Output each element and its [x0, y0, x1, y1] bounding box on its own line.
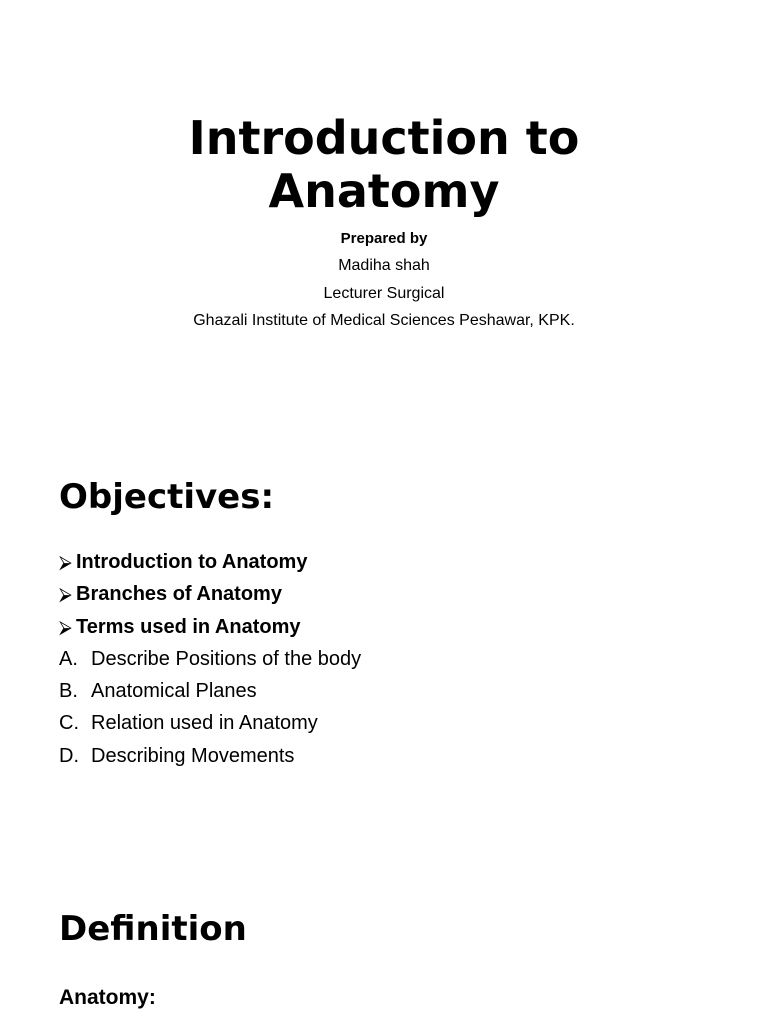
list-item-text: Terms used in Anatomy — [76, 615, 301, 638]
list-item-text: Branches of Anatomy — [76, 583, 282, 606]
list-letter-marker: B. — [59, 680, 78, 703]
list-item — [59, 675, 361, 707]
institution-name: Ghazali Institute of Medical Sciences Peshawar, KPK. — [193, 312, 575, 329]
author-position: Lecturer Surgical — [323, 285, 445, 302]
arrow-bullet-icon: ⮚ — [59, 584, 72, 606]
anatomy-subheading: Anatomy: — [59, 986, 156, 1009]
title-line-1: Introduction to — [188, 111, 580, 165]
prepared-by-label: Prepared by — [340, 230, 428, 247]
list-letter-marker: D. — [59, 744, 79, 767]
objectives-heading: Objectives: — [59, 477, 275, 517]
arrow-bullet-icon: ⮚ — [59, 616, 72, 638]
list-letter-marker: C. — [59, 712, 79, 735]
list-item — [59, 707, 361, 739]
definition-heading: Definition — [59, 909, 247, 949]
list-item — [59, 578, 361, 610]
arrow-bullet-icon: ⮚ — [59, 552, 72, 573]
objectives-list — [59, 546, 361, 772]
list-item — [59, 740, 361, 772]
list-letter-marker: A. — [59, 647, 78, 670]
list-item-text: Introduction to Anatomy — [76, 551, 308, 573]
list-item-text: Anatomical Planes — [91, 680, 257, 703]
title-line-2: Anatomy — [268, 164, 500, 218]
list-item — [59, 546, 361, 578]
list-item — [59, 643, 361, 675]
list-item — [59, 611, 361, 643]
list-item-text: Relation used in Anatomy — [91, 712, 318, 735]
list-item-text: Describe Positions of the body — [91, 647, 362, 670]
author-name: Madiha shah — [338, 257, 430, 274]
document-title — [0, 112, 768, 218]
list-item-text: Describing Movements — [91, 744, 295, 767]
